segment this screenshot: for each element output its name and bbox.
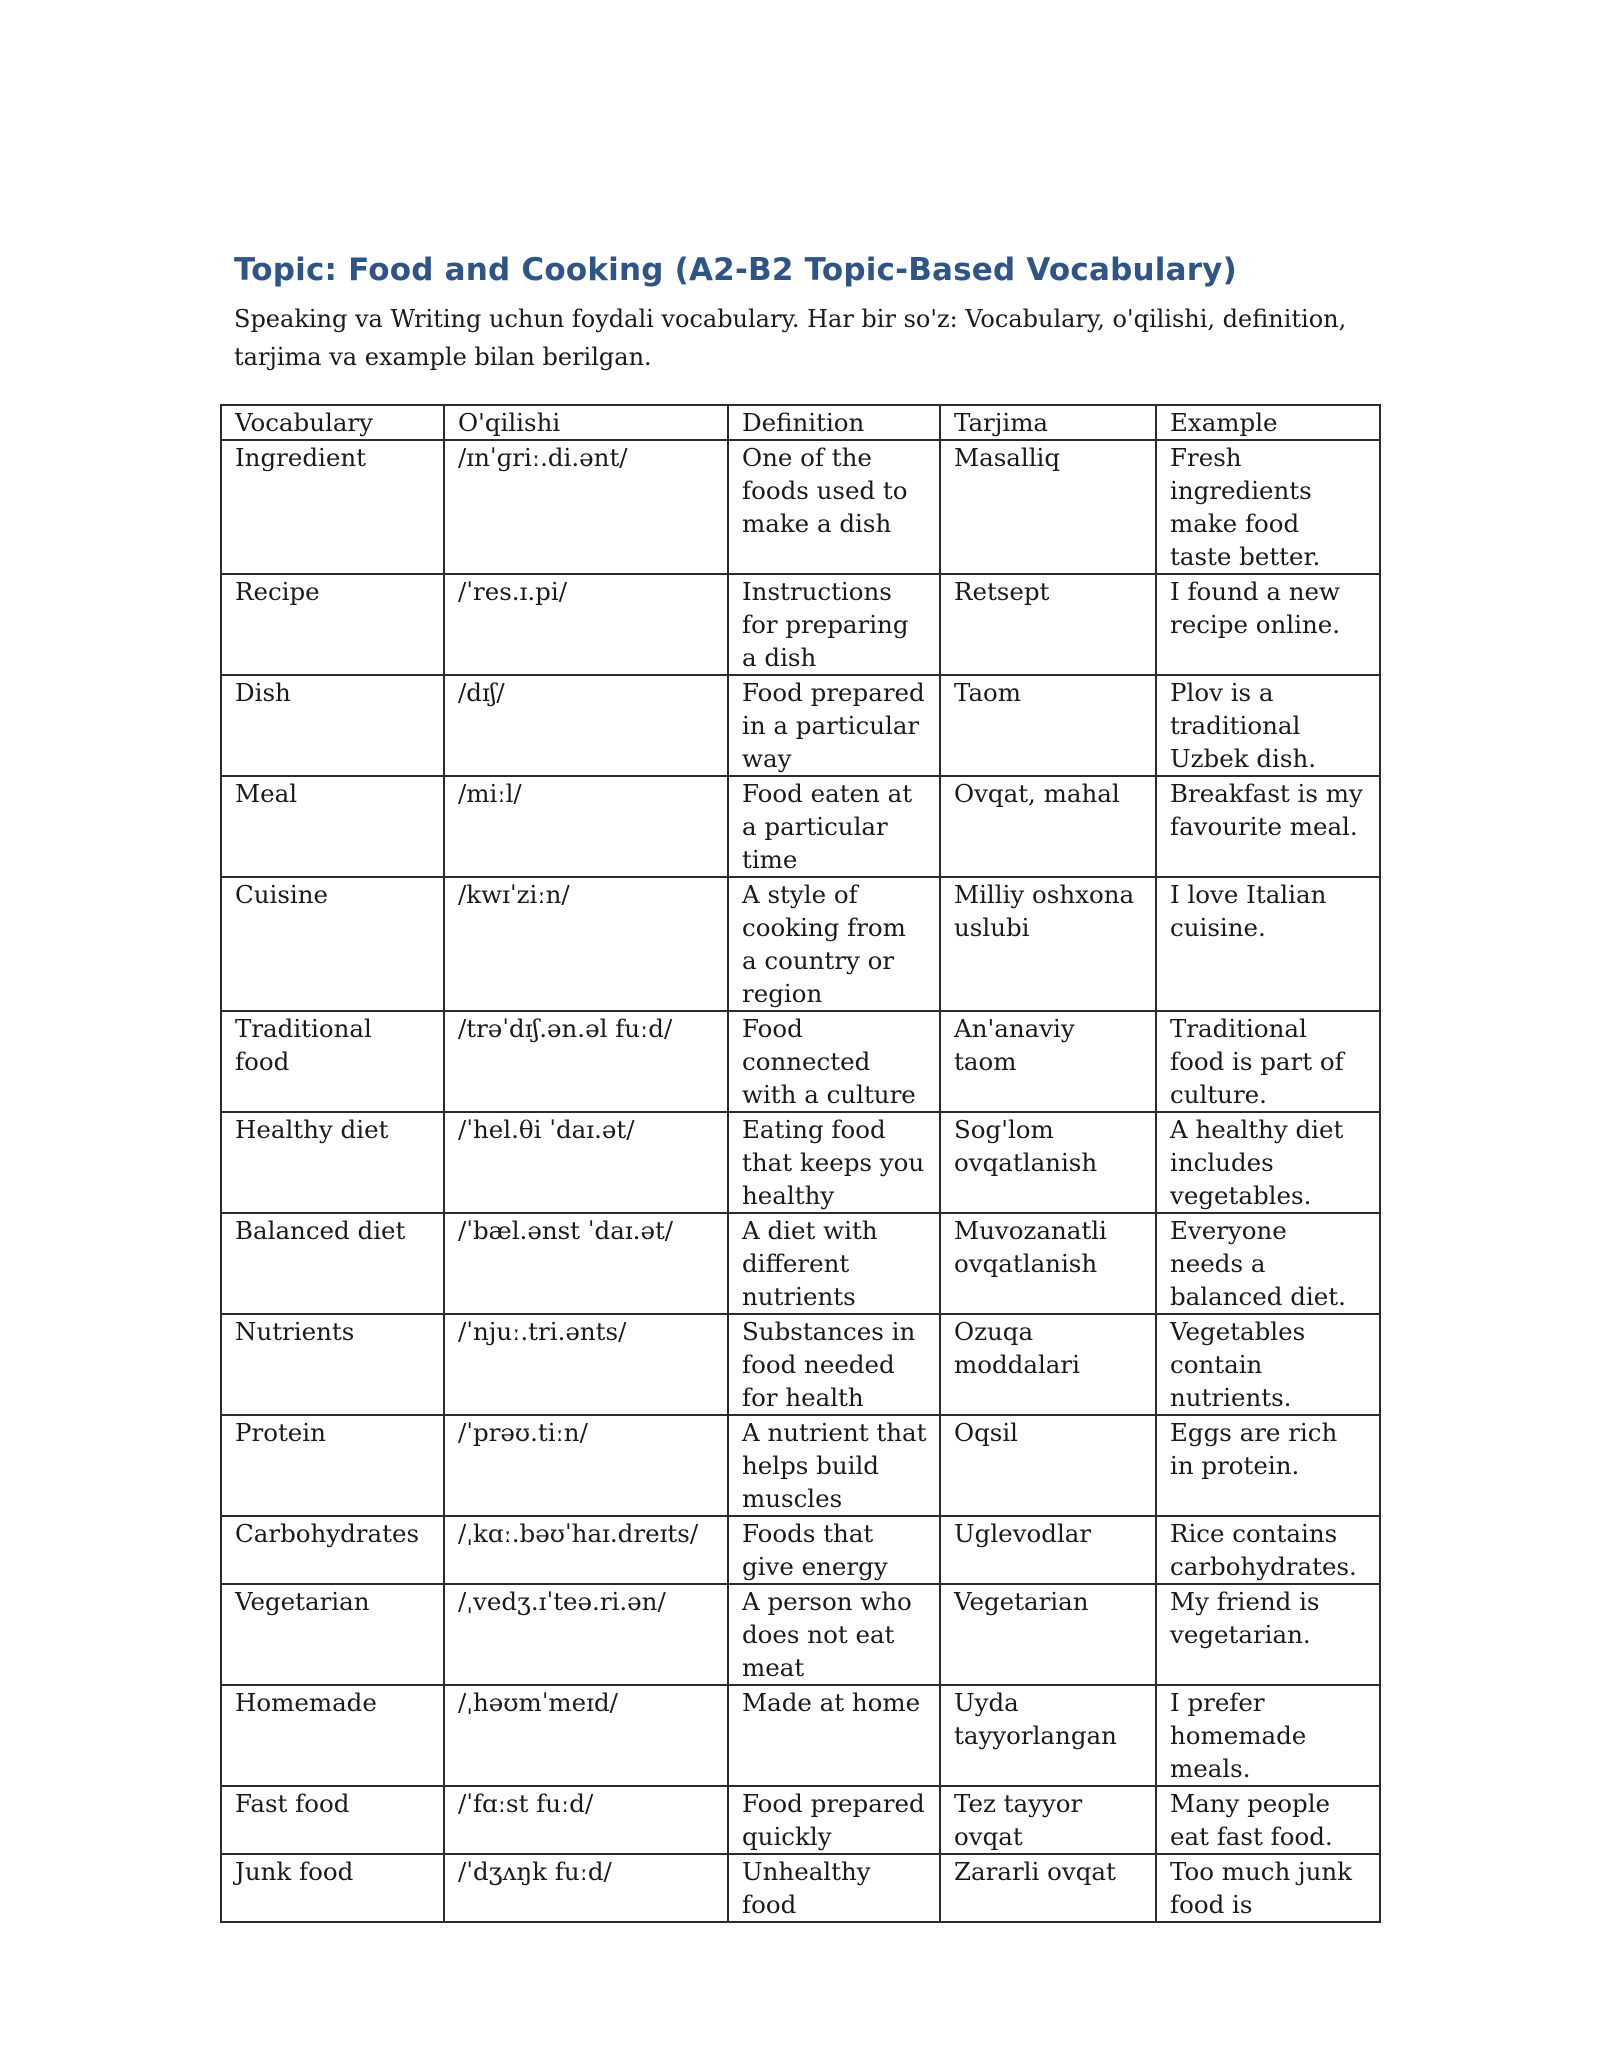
table-row xyxy=(221,1786,1380,1854)
table-body xyxy=(221,440,1380,1922)
cell-translation: Oqsil xyxy=(940,1415,1156,1516)
cell-definition: Food eaten at a particular time xyxy=(728,776,940,877)
cell-translation: Uglevodlar xyxy=(940,1516,1156,1584)
cell-definition: A person who does not eat meat xyxy=(728,1584,940,1685)
cell-vocabulary: Carbohydrates xyxy=(221,1516,444,1584)
cell-vocabulary: Homemade xyxy=(221,1685,444,1786)
column-header-vocabulary: Vocabulary xyxy=(221,405,444,440)
table-row xyxy=(221,1584,1380,1685)
cell-example: Breakfast is my favourite meal. xyxy=(1156,776,1380,877)
table-row xyxy=(221,1685,1380,1786)
cell-pronunciation: /ˈnjuː.tri.ənts/ xyxy=(444,1314,728,1415)
table-row xyxy=(221,675,1380,776)
cell-translation: Retsept xyxy=(940,574,1156,675)
table-row xyxy=(221,1213,1380,1314)
cell-translation: Uyda tayyorlangan xyxy=(940,1685,1156,1786)
cell-translation: Zararli ovqat xyxy=(940,1854,1156,1922)
cell-example: Everyone needs a balanced diet. xyxy=(1156,1213,1380,1314)
cell-pronunciation: /ˈfɑːst fuːd/ xyxy=(444,1786,728,1854)
cell-example: Many people eat fast food. xyxy=(1156,1786,1380,1854)
cell-example: I love Italian cuisine. xyxy=(1156,877,1380,1011)
cell-translation: Taom xyxy=(940,675,1156,776)
cell-vocabulary: Ingredient xyxy=(221,440,444,574)
document-title: Topic: Food and Cooking (A2-B2 Topic-Based Vocabulary) xyxy=(234,252,1237,288)
cell-translation: Tez tayyor ovqat xyxy=(940,1786,1156,1854)
cell-vocabulary: Junk food xyxy=(221,1854,444,1922)
cell-pronunciation: /ˌhəʊmˈmeɪd/ xyxy=(444,1685,728,1786)
cell-pronunciation: /ˈhel.θi ˈdaɪ.ət/ xyxy=(444,1112,728,1213)
cell-pronunciation: /ɪnˈɡriː.di.ənt/ xyxy=(444,440,728,574)
document-subtitle: Speaking va Writing uchun foydali vocabulary. Har bir so'z: Vocabulary, o'qilishi, definition, tarjima va example bilan berilgan. xyxy=(234,305,1347,371)
cell-pronunciation: /ˈdʒʌŋk fuːd/ xyxy=(444,1854,728,1922)
column-header-pronunciation: O'qilishi xyxy=(444,405,728,440)
cell-translation: Ovqat, mahal xyxy=(940,776,1156,877)
table-row xyxy=(221,1011,1380,1112)
cell-vocabulary: Cuisine xyxy=(221,877,444,1011)
table-row xyxy=(221,776,1380,877)
cell-pronunciation: /dɪʃ/ xyxy=(444,675,728,776)
cell-pronunciation: /ˈres.ɪ.pi/ xyxy=(444,574,728,675)
cell-vocabulary: Vegetarian xyxy=(221,1584,444,1685)
cell-definition: Unhealthy food xyxy=(728,1854,940,1922)
table-row xyxy=(221,1314,1380,1415)
cell-definition: One of the foods used to make a dish xyxy=(728,440,940,574)
cell-vocabulary: Dish xyxy=(221,675,444,776)
cell-vocabulary: Fast food xyxy=(221,1786,444,1854)
cell-example: Too much junk food is xyxy=(1156,1854,1380,1922)
cell-vocabulary: Healthy diet xyxy=(221,1112,444,1213)
vocabulary-table xyxy=(220,404,1381,1923)
cell-pronunciation: /ˈbæl.ənst ˈdaɪ.ət/ xyxy=(444,1213,728,1314)
cell-definition: A nutrient that helps build muscles xyxy=(728,1415,940,1516)
cell-translation: Muvozanatli ovqatlanish xyxy=(940,1213,1156,1314)
cell-definition: Substances in food needed for health xyxy=(728,1314,940,1415)
cell-translation: An'anaviy taom xyxy=(940,1011,1156,1112)
cell-translation: Ozuqa moddalari xyxy=(940,1314,1156,1415)
cell-vocabulary: Protein xyxy=(221,1415,444,1516)
cell-vocabulary: Meal xyxy=(221,776,444,877)
column-header-definition: Definition xyxy=(728,405,940,440)
cell-vocabulary: Recipe xyxy=(221,574,444,675)
cell-example: A healthy diet includes vegetables. xyxy=(1156,1112,1380,1213)
cell-definition: Foods that give energy xyxy=(728,1516,940,1584)
table-row xyxy=(221,440,1380,574)
cell-example: My friend is vegetarian. xyxy=(1156,1584,1380,1685)
cell-example: Plov is a traditional Uzbek dish. xyxy=(1156,675,1380,776)
cell-example: I found a new recipe online. xyxy=(1156,574,1380,675)
cell-pronunciation: /trəˈdɪʃ.ən.əl fuːd/ xyxy=(444,1011,728,1112)
cell-translation: Vegetarian xyxy=(940,1584,1156,1685)
column-header-example: Example xyxy=(1156,405,1380,440)
table-row xyxy=(221,1854,1380,1922)
table-row xyxy=(221,1516,1380,1584)
cell-vocabulary: Nutrients xyxy=(221,1314,444,1415)
cell-example: Traditional food is part of culture. xyxy=(1156,1011,1380,1112)
cell-definition: Food connected with a culture xyxy=(728,1011,940,1112)
cell-vocabulary: Balanced diet xyxy=(221,1213,444,1314)
column-header-translation: Tarjima xyxy=(940,405,1156,440)
cell-pronunciation: /ˌkɑː.bəʊˈhaɪ.dreɪts/ xyxy=(444,1516,728,1584)
cell-definition: Food prepared quickly xyxy=(728,1786,940,1854)
cell-definition: A diet with different nutrients xyxy=(728,1213,940,1314)
cell-example: I prefer homemade meals. xyxy=(1156,1685,1380,1786)
table-row xyxy=(221,877,1380,1011)
cell-example: Eggs are rich in protein. xyxy=(1156,1415,1380,1516)
cell-definition: Made at home xyxy=(728,1685,940,1786)
cell-translation: Masalliq xyxy=(940,440,1156,574)
cell-pronunciation: /kwɪˈziːn/ xyxy=(444,877,728,1011)
cell-translation: Milliy oshxona uslubi xyxy=(940,877,1156,1011)
cell-definition: Eating food that keeps you healthy xyxy=(728,1112,940,1213)
cell-example: Rice contains carbohydrates. xyxy=(1156,1516,1380,1584)
cell-example: Vegetables contain nutrients. xyxy=(1156,1314,1380,1415)
table-row xyxy=(221,1112,1380,1213)
table-row xyxy=(221,1415,1380,1516)
cell-definition: Food prepared in a particular way xyxy=(728,675,940,776)
cell-pronunciation: /ˌvedʒ.ɪˈteə.ri.ən/ xyxy=(444,1584,728,1685)
table-row xyxy=(221,574,1380,675)
cell-pronunciation: /ˈprəʊ.tiːn/ xyxy=(444,1415,728,1516)
cell-pronunciation: /miːl/ xyxy=(444,776,728,877)
cell-definition: Instructions for preparing a dish xyxy=(728,574,940,675)
cell-example: Fresh ingredients make food taste better. xyxy=(1156,440,1380,574)
cell-definition: A style of cooking from a country or region xyxy=(728,877,940,1011)
table-header-row xyxy=(221,405,1380,440)
cell-translation: Sog'lom ovqatlanish xyxy=(940,1112,1156,1213)
cell-vocabulary: Traditional food xyxy=(221,1011,444,1112)
